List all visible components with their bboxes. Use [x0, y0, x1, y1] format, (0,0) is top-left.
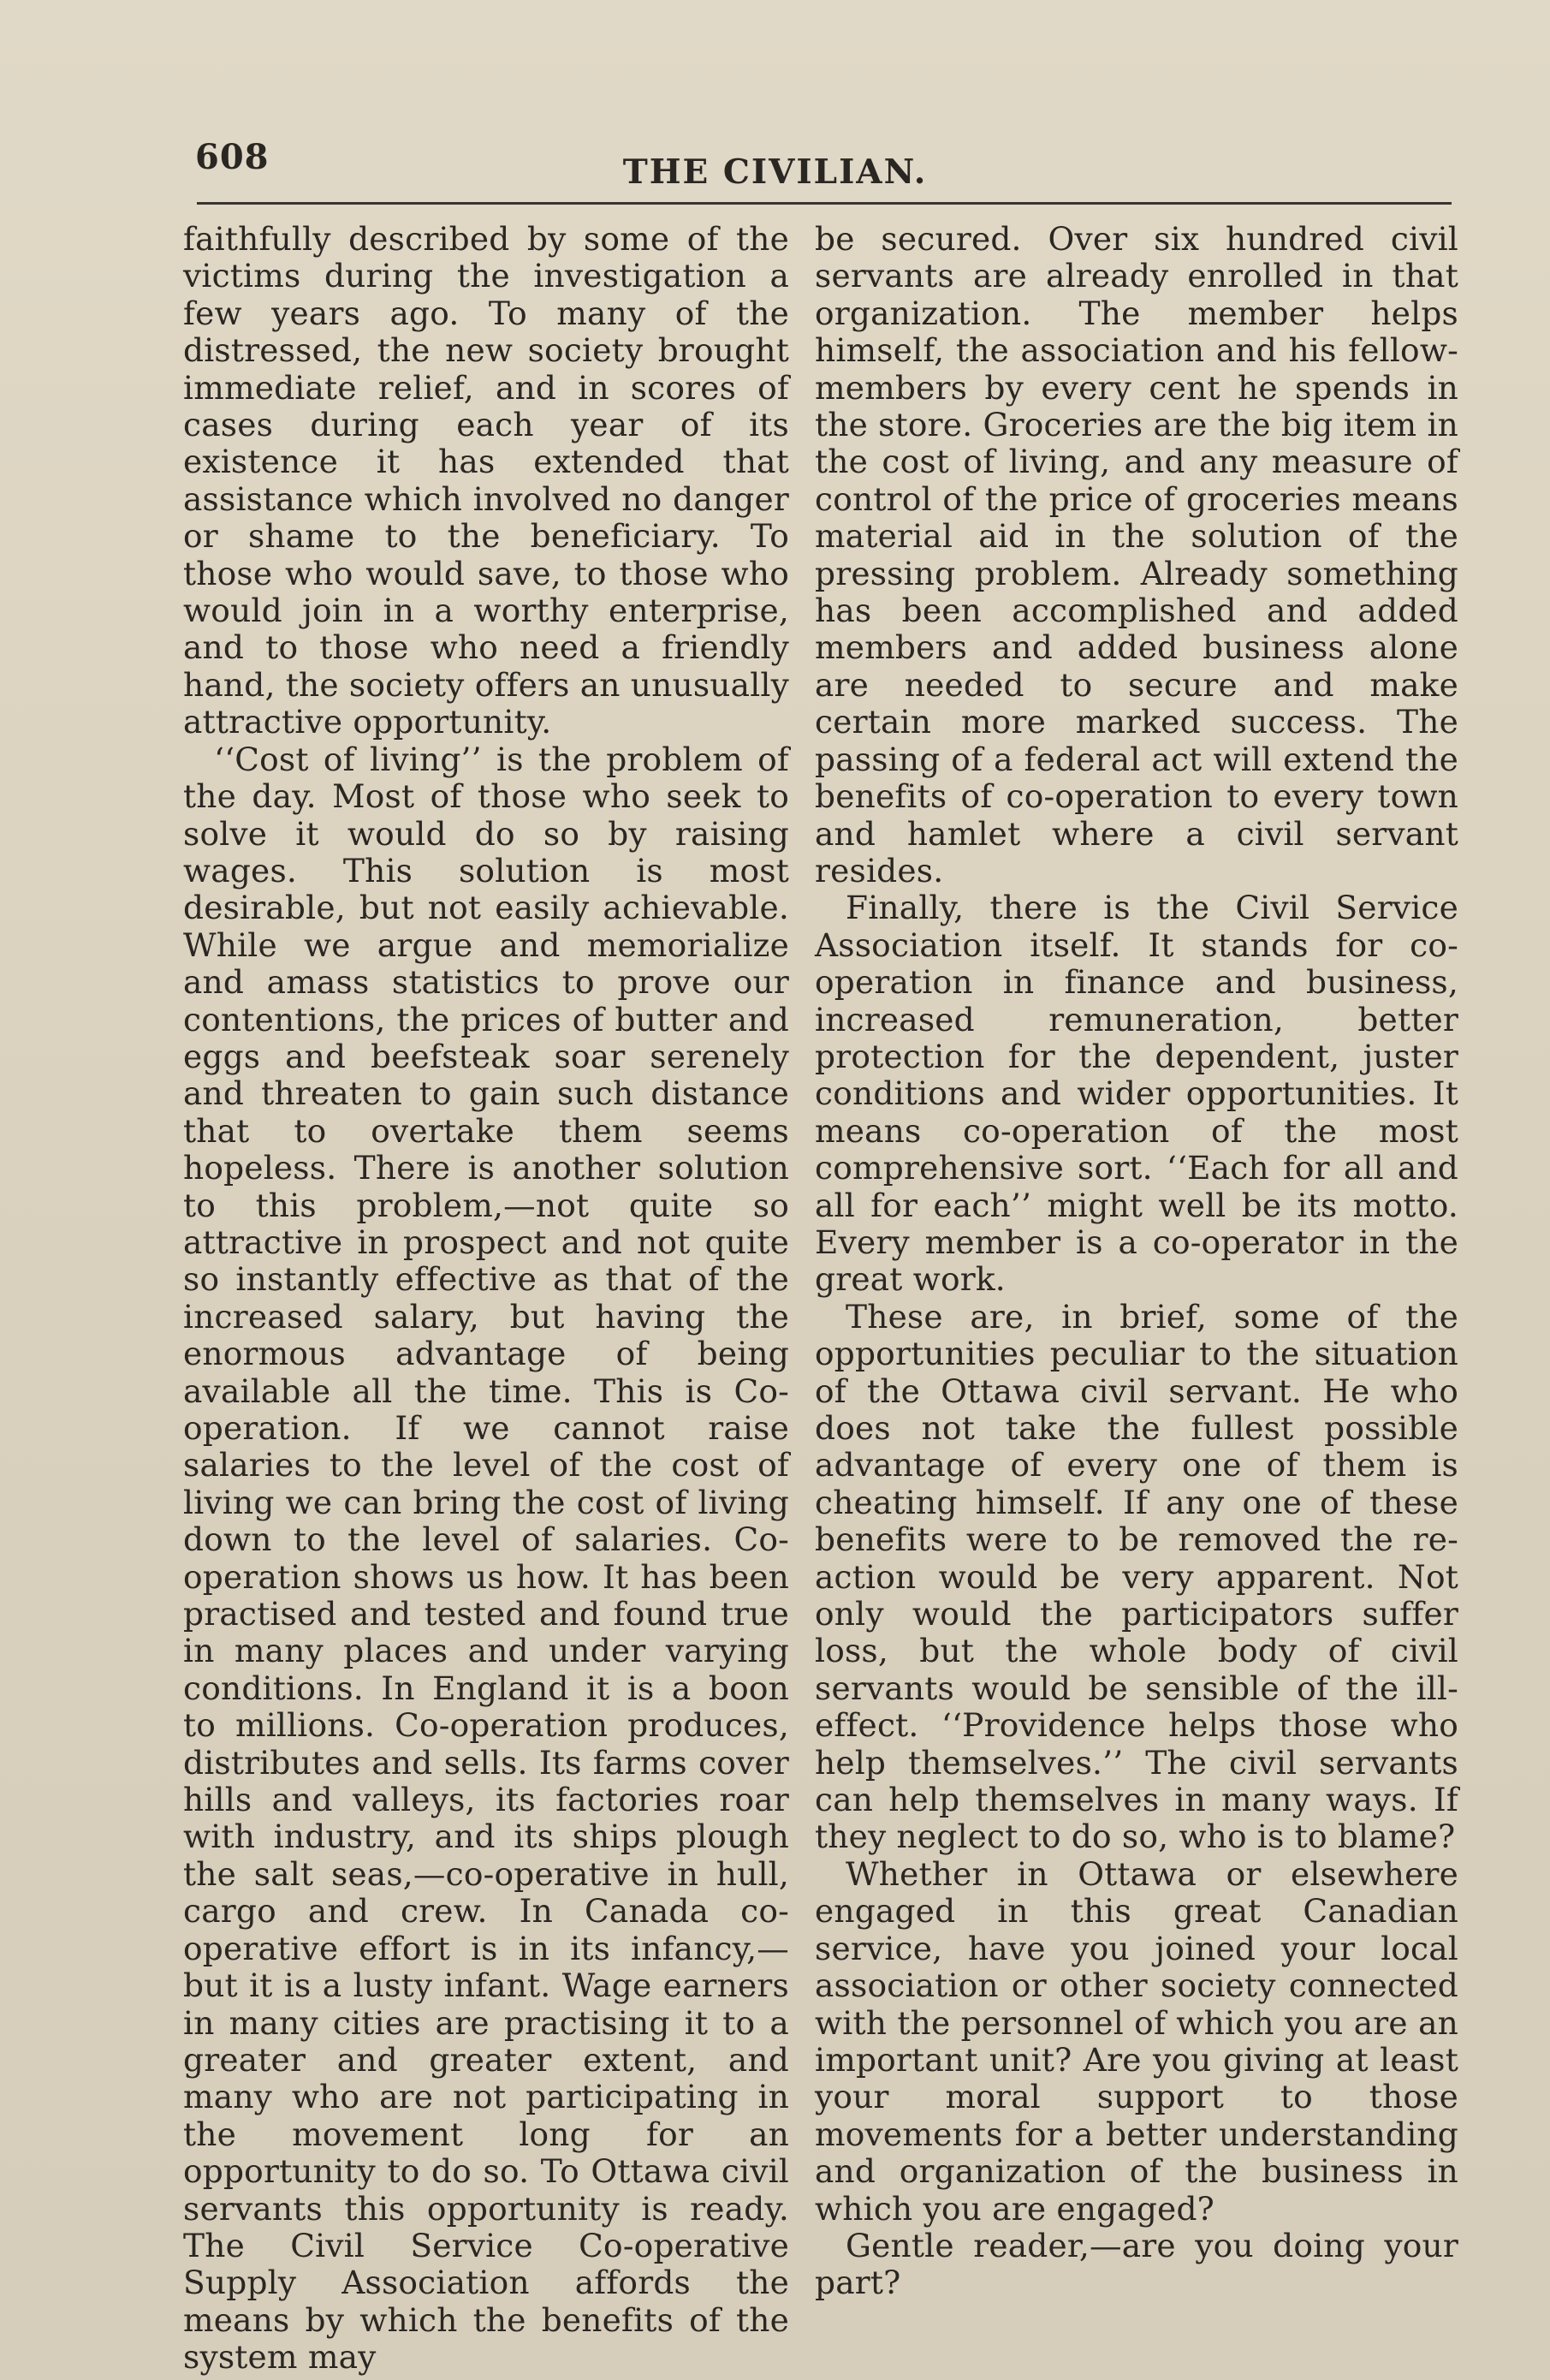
- left-column: [183, 221, 789, 2377]
- right-paragraph-2: Finally, there is the Civil Service Association itself. It stands for co-operation in finance and business, increased remuneration, better protection for the dependent, juster conditions and wider opportunities. It means co-operation of the most comprehensive sort. ‘‘Each for all and all for each’’ might well be its motto. Every member is a co-operator in the great work.: [815, 889, 1458, 1299]
- left-paragraph-2: ‘‘Cost of living’’ is the problem of the day. Most of those who seek to solve it would do so by raising wages. This solution is most desirable, but not easily achievable. While we argue and memorialize and amass statistics to prove our contentions, the prices of butter and eggs and beefsteak soar serenely and threaten to gain such distance that to overtake them seems hopeless. There is another solution to this problem,—not quite so attractive in prospect and not quite so instantly effective as that of the increased salary, but having the enormous advantage of being available all the time. This is Co-operation. If we cannot raise salaries to the level of the cost of living we can bring the cost of living down to the level of salaries. Co-operation shows us how. It has been practised and tested and found true in many places and under varying conditions. In England it is a boon to millions. Co-operation produces, distributes and sells. Its farms cover hills and valleys, its factories roar with industry, and its ships plough the salt seas,—co-operative in hull, cargo and crew. In Canada co-operative effort is in its infancy,—but it is a lusty infant. Wage earners in many cities are practising it to a greater and greater extent, and many who are not participating in the movement long for an opportunity to do so. To Ottawa civil servants this opportunity is ready. The Civil Service Co-operative Supply Association affords the means by which the benefits of the system may: [183, 740, 789, 2377]
- page-number: 608: [195, 137, 270, 177]
- right-paragraph-5: Gentle reader,—are you doing your part?: [815, 2226, 1458, 2302]
- running-head: THE CIVILIAN.: [622, 152, 928, 192]
- right-paragraph-3: These are, in brief, some of the opportunities peculiar to the situation of the Ottawa civil servant. He who does not take the fullest possible advantage of every one of them is cheating himself. If any one of these benefits were to be removed the re-action would be very apparent. Not only would the participators suffer loss, but the whole body of civil servants would be sensible of the ill-effect. ‘‘Providence helps those who help themselves.’’ The civil servants can help themselves in many ways. If they neglect to do so, who is to blame?: [815, 1297, 1458, 1856]
- left-paragraph-1: faithfully described by some of the victims during the investigation a few years ago. To many of the distressed, the new society brought immediate relief, and in scores of cases during each year of its existence it has extended that assistance which involved no danger or shame to the beneficiary. To those who would save, to those who would join in a worthy enterprise, and to those who need a friendly hand, the society offers an unusually attractive opportunity.: [183, 220, 789, 741]
- right-paragraph-4: Whether in Ottawa or elsewhere engaged in this great Canadian service, have you joined your local association or other society connected with the personnel of which you are an important unit? Are you giving at least your moral support to those movements for a better understanding and organization of the business in which you are engaged?: [815, 1854, 1458, 2228]
- header-rule: [197, 202, 1452, 205]
- right-paragraph-1: be secured. Over six hundred civil servants are already enrolled in that organization. The member helps himself, the association and his fellow-members by every cent he spends in the store. Groceries are the big item in the cost of living, and any measure of control of the price of groceries means material aid in the solution of the pressing problem. Already something has been accomplished and added members and added business alone are needed to secure and make certain more marked success. The passing of a federal act will extend the benefits of co-operation to every town and hamlet where a civil servant resides.: [815, 220, 1458, 890]
- right-column: [815, 221, 1458, 2302]
